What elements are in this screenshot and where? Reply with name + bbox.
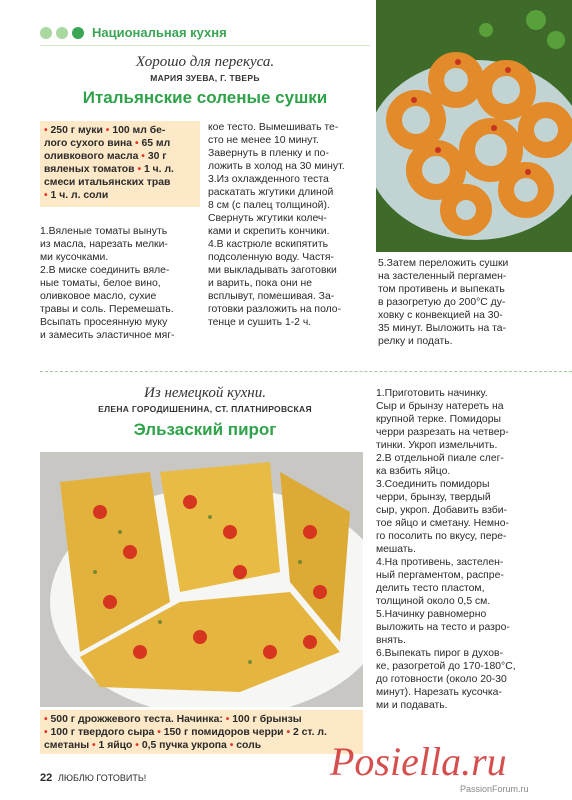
recipe1-title: Итальянские соленые сушки [82,88,328,107]
watermark-logo: Posiella.ru [330,739,507,784]
sushki-photo [376,0,572,252]
recipe2-author: ЕЛЕНА ГОРОДИШЕНИНА, СТ. ПЛАТНИРОВСКАЯ [98,404,312,414]
recipe1-author: МАРИЯ ЗУЕВА, Г. ТВЕРЬ [150,73,260,83]
page-number: 22 [40,772,53,784]
section-label: Национальная кухня [92,25,227,40]
recipe2-ingredients: • 500 г дрожжевого теста. Начинка: • 100 г брынзы • 100 г твердого сыра • 150 г помидоров черри • 2 ст. л. сметаны • 1 яйцо • 0,5 пучка укропа • соль [40,710,363,754]
section-dot-3 [72,27,84,39]
watermark-site: PassionForum.ru [460,784,529,794]
recipe1-col1: 1.Вяленые томаты вынуть из масла, нарезать мелки- ми кусочками. 2.В миске соединить вяле- ные томаты, белое вино, оливковое масло, сухие травы и соль. Перемешать. Всыпать просеянную муку и замесить эластичное мяг- [40,226,175,341]
recipe1-ingredients: • 250 г муки • 100 мл бе- лого сухого вина • 65 мл оливкового масла • 30 г вяленых томатов • 1 ч. л. смеси итальянских трав • 1 ч. л. соли [40,121,200,207]
recipe-divider [40,371,572,372]
pie-illustration [40,452,363,707]
section-dot-1 [40,27,52,39]
recipe2-subheading: Из немецкой кухни. [144,385,266,401]
recipe1-subheading: Хорошо для перекуса. [135,54,275,70]
sushki-illustration [376,0,572,252]
pie-photo [40,452,363,707]
header-rule [40,45,370,46]
recipe1-col2: кое тесто. Вымешивать те- сто не менее 10 минут. Завернуть в пленку и по- ложить в холод на 30 минут. 3.Из охлажденного теста раскатать жгутики длиной 8 см (с палец толщиной). Свернуть жгутики колеч- ками и скрепить кончики. 4.В кастрюле вскипятить подсоленную воду. Частя- ми выкладывать заготовки и варить, пока они не всплывут, помешивая. За- готовки разложить на поло- тенце и сушить 1-2 ч. [208,122,345,328]
recipe2-title: Эльзаский пирог [133,420,277,439]
recipe1-col3: 5.Затем переложить сушки на застеленный пергамен- том противень и выпекать в разогретую до 200°С ду- ховку с конвекцией на 30- 35 минут. Выложить на та- релку и подать. [378,258,509,347]
recipe2-steps: 1.Приготовить начинку. Сыр и брынзу натереть на крупной терке. Помидоры черри разрезать на четвер- тинки. Укроп измельчить. 2.В отдельной пиале слег- ка взбить яйцо. 3.Соединить помидоры черри, брынзу, твердый сыр, укроп. Добавить взби- тое яйцо и сметану. Немно- го посолить по вкусу, пере- мешать. 4.На противень, застелен- ный пергаментом, распре- делить тесто пластом, толщиной около 0,5 см. 5.Начинку равномерно выложить на тесто и разро- внять. 6.Выпекать пирог в духов- ке, разогретой до 170-180°С, до готовности (около 20-30 минут). Нарезать кусочка- ми и подавать. [376,388,516,711]
section-dots [40,27,84,39]
section-dot-2 [56,27,68,39]
magazine-name: ЛЮБЛЮ ГОТОВИТЬ! [58,773,147,783]
